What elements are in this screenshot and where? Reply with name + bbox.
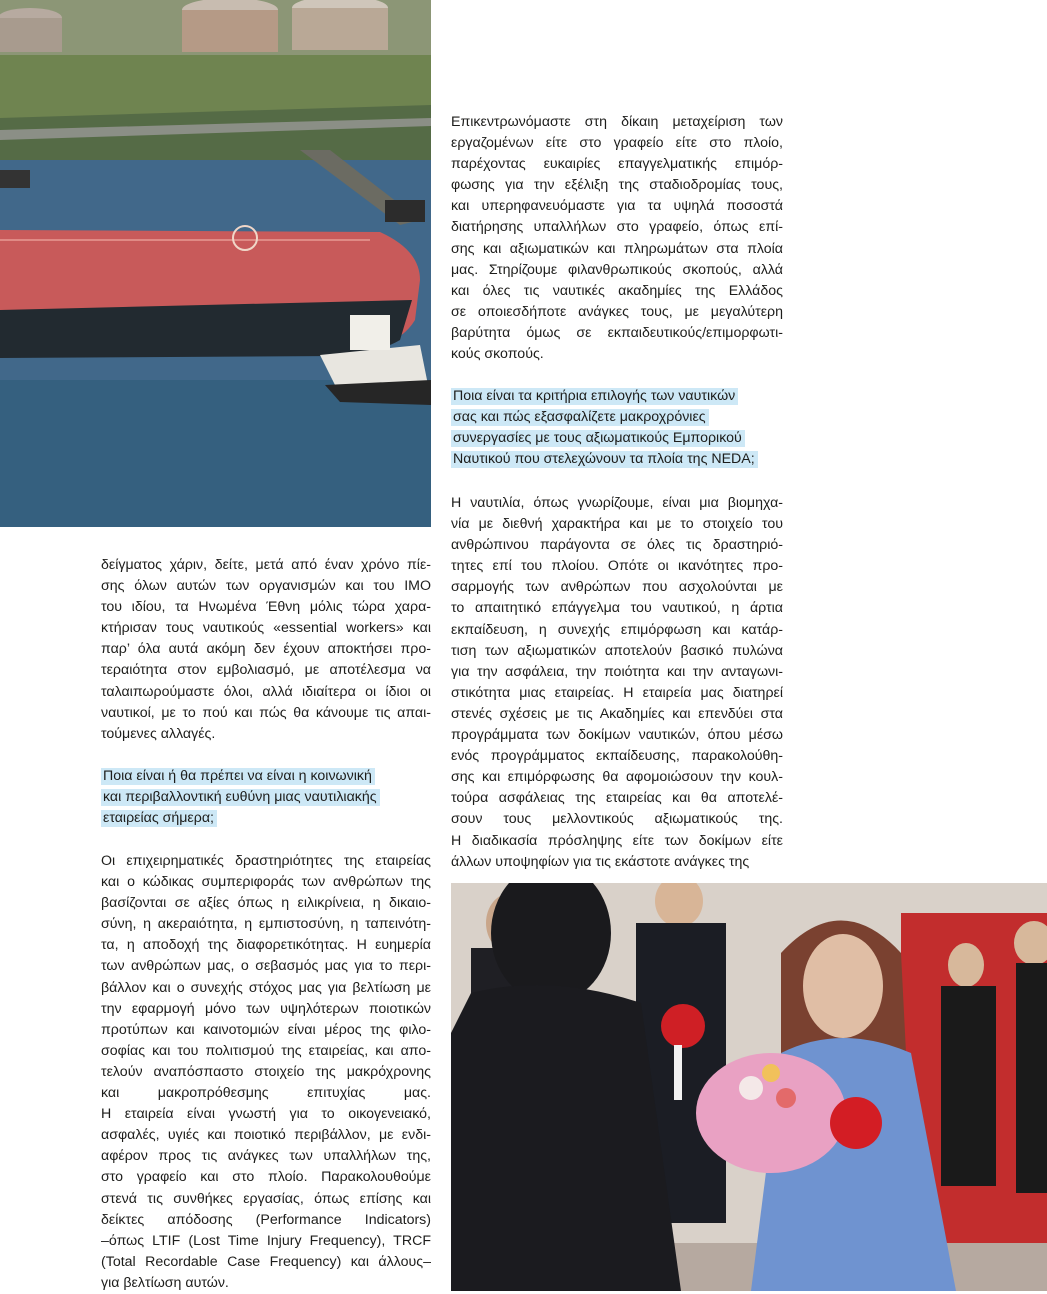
question-line	[101, 787, 431, 808]
text-line: ταλαιπωρούμαστε όλοι, αλλά ιδιαίτερα οι ίδιοι οι	[101, 683, 431, 700]
text-line: Επικεντρωνόμαστε στη δίκαιη μεταχείριση των	[451, 114, 783, 130]
text-line: (Total Recordable Case Frequency) και άλλους–	[101, 1253, 431, 1270]
text-line: διατήρησης υπαλλήλων στο γραφείο, όπως επί-	[451, 219, 783, 236]
tanker-illustration	[0, 0, 431, 527]
text-line: και όλες τις ναυτικές ακαδημίες της Ελλάδος	[451, 282, 783, 299]
question-line	[101, 808, 431, 829]
text-line: δείγματος χάριν, δείτε, μετά από έναν χρόνο πίε-	[101, 557, 431, 573]
text-line: ναυτικοί, με το πού και πώς θα κάνουμε τις απαι-	[101, 704, 431, 721]
question-line	[451, 407, 791, 428]
text-line: εργαζομένων είτε στο γραφείο είτε στο πλοίο,	[451, 135, 783, 152]
text-line: στο γραφείο και στο πλοίο. Παρακολουθούμε	[101, 1169, 431, 1186]
text-line: τητες επί του πλοίου. Οπότε οι ικανότητες προ-	[451, 558, 783, 575]
text-line: τελούν αναπόσπαστο στοιχείο της μακρόχρονης	[101, 1063, 431, 1080]
text-line: ανθρώπινου παράγοντα σε όλες τις δραστηριό-	[451, 537, 783, 554]
text-line: και ο κώδικας συμπεριφοράς των ανθρώπων της	[101, 874, 431, 891]
interview-question	[451, 386, 791, 470]
text-line: σης και επιμόρφωσης θα αφομοιώσουν την κουλ-	[451, 769, 783, 786]
text-line: Η εταιρεία είναι γνωστή για το οικογενειακό,	[101, 1106, 431, 1123]
text-line: το απαιτητικό επάγγελμα του ναυτικού, η άρτια	[451, 600, 783, 617]
question-line	[101, 766, 431, 787]
text-line: στικότητα μιας εταιρείας. Η εταιρεία μας διατηρεί	[451, 684, 783, 701]
text-line: στενές σχέσεις με τις Ακαδημίες και επενδύει στα	[451, 705, 783, 722]
text-line: βαρύτητα όμως σε εκπαιδευτικούς/επιμορφωτι-	[451, 324, 783, 341]
highlighted-text: συνεργασίες με τους αξιωματικούς Εμπορικού	[451, 430, 745, 447]
text-line: μας. Στηρίζουμε φιλανθρωπικούς σκοπούς, αλλά	[451, 261, 783, 278]
text-line: στενά τις συνθήκες εργασίας, όπως επίσης και	[101, 1190, 431, 1207]
text-line: παρ’ όλα αυτά ακόμη δεν έχουν αποκτήσει προ-	[101, 641, 431, 658]
highlighted-text: σας και πώς εξασφαλίζετε μακροχρόνιες	[451, 409, 709, 426]
text-line: των ανθρώπων μας, ο σεβασμός μας για το περι-	[101, 958, 431, 975]
text-line: παρέχοντας ευκαιρίες επαγγελματικής επιμόρ-	[451, 156, 783, 173]
ceremony-illustration	[451, 883, 1047, 1291]
highlighted-text: Ποια είναι ή θα πρέπει να είναι η κοινωνική	[101, 768, 375, 785]
text-line: κτήρισαν τους ναυτικούς «essential workers» και	[101, 620, 431, 637]
body-paragraph	[451, 112, 783, 365]
text-line: Η ναυτιλία, όπως γνωρίζουμε, είναι μια βιομηχα-	[451, 495, 783, 511]
text-line: για την ασφάλεια, την ποιότητα και την ανταγωνι-	[451, 663, 783, 680]
text-line: του ιδίου, τα Ηνωμένα Έθνη μόλις τώρα χαρα-	[101, 599, 431, 616]
text-line: ενός προγράμματος εκπαίδευσης, παρακολούθη-	[451, 748, 783, 765]
question-line	[451, 449, 791, 470]
highlighted-text: Ποια είναι τα κριτήρια επιλογής των ναυτικών	[451, 388, 738, 405]
text-line: για βελτίωση αυτών.	[101, 1274, 229, 1291]
interview-question	[101, 766, 431, 829]
text-line: –όπως LTIF (Lost Time Injury Frequency), TRCF	[101, 1232, 431, 1249]
tanker-terminal-photo	[0, 0, 431, 527]
text-line: σαρμογής των ανθρώπων που ασχολούνται με	[451, 579, 783, 596]
text-line: σε οποιεσδήποτε ανάγκες τους, με μεγαλύτερη	[451, 303, 783, 320]
text-line: Η διαδικασία πρόσληψης είτε των δοκίμων είτε	[451, 832, 783, 849]
text-line: σουν τους μελλοντικούς αξιωματικούς της.	[451, 811, 783, 828]
text-line: τούμενες αλλαγές.	[101, 725, 216, 742]
text-line: νία με διεθνή χαρακτήρα και με το στοιχείο του	[451, 516, 783, 533]
text-line: σοφίας και του πολιτισμού της εταιρείας, και απο-	[101, 1042, 431, 1059]
text-line: και μακροπρόθεσμης επιτυχίας μας.	[101, 1085, 431, 1102]
text-line: δείκτες απόδοσης (Performance Indicators)	[101, 1211, 431, 1228]
text-line: την εφαρμογή μόνο των υψηλότερων ποιοτικών	[101, 1000, 431, 1017]
text-line: φωσης για την εξέλιξη της σταδιοδρομίας τους,	[451, 177, 783, 194]
naming-ceremony-photo	[451, 883, 1047, 1291]
text-line: σης όλων αυτών των οργανισμών και του IMO	[101, 578, 431, 595]
text-line: Οι επιχειρηματικές δραστηριότητες της εταιρείας	[101, 853, 431, 869]
text-line: τεραιότητα στον εμβολιασμό, με αποτέλεσμα να	[101, 662, 431, 679]
text-line: και υπερηφανευόμαστε για τα υψηλά ποσοστά	[451, 198, 783, 215]
text-line: αφέρον προς τις ανάγκες των υπαλλήλων της,	[101, 1148, 431, 1165]
question-line	[451, 386, 791, 407]
body-paragraph	[101, 555, 431, 745]
text-line: άλλων υποψηφίων για τις εκάστοτε ανάγκες της	[451, 853, 750, 870]
highlighted-text: Ναυτικού που στελεχώνουν τα πλοία της NEDA;	[451, 451, 758, 468]
question-line	[451, 428, 791, 449]
text-line: προτύπων και καινοτομιών είναι μέρος της φιλο-	[101, 1021, 431, 1038]
text-line: ασφαλές, υγιές και ποιοτικό περιβάλλον, με ενδι-	[101, 1127, 431, 1144]
text-line: βασίζονται σε αξίες όπως η ειλικρίνεια, η δικαιο-	[101, 895, 431, 912]
body-paragraph	[101, 851, 431, 1294]
highlighted-text: και περιβαλλοντική ευθύνη μιας ναυτιλιακής	[101, 789, 380, 806]
text-line: εκπαίδευση, η συνεχής επιμόρφωση και κατάρ-	[451, 621, 783, 638]
text-line: προγράμματα των δοκίμων ναυτικών, όπου μέσω	[451, 727, 783, 744]
text-line: κούς σκοπούς.	[451, 346, 544, 363]
text-line: σης και αξιωματικών και πληρωμάτων στα πλοία	[451, 240, 783, 257]
highlighted-text: εταιρείας σήμερα;	[101, 810, 217, 827]
text-line: τιση των αξιωματικών αποτελούν βασικό πυλώνα	[451, 642, 783, 659]
text-line: τα, η αποδοχή της διαφορετικότητας. Η ευημερία	[101, 937, 431, 954]
text-line: σύνη, η ακεραιότητα, η εμπιστοσύνη, η ταπεινότη-	[101, 916, 431, 933]
text-line: βάλλον και ο συνεχής στόχος μας για βελτίωση με	[101, 979, 431, 996]
text-line: τούρα ασφάλειας της εταιρείας και θα αποτελέ-	[451, 790, 783, 807]
body-paragraph	[451, 493, 783, 873]
